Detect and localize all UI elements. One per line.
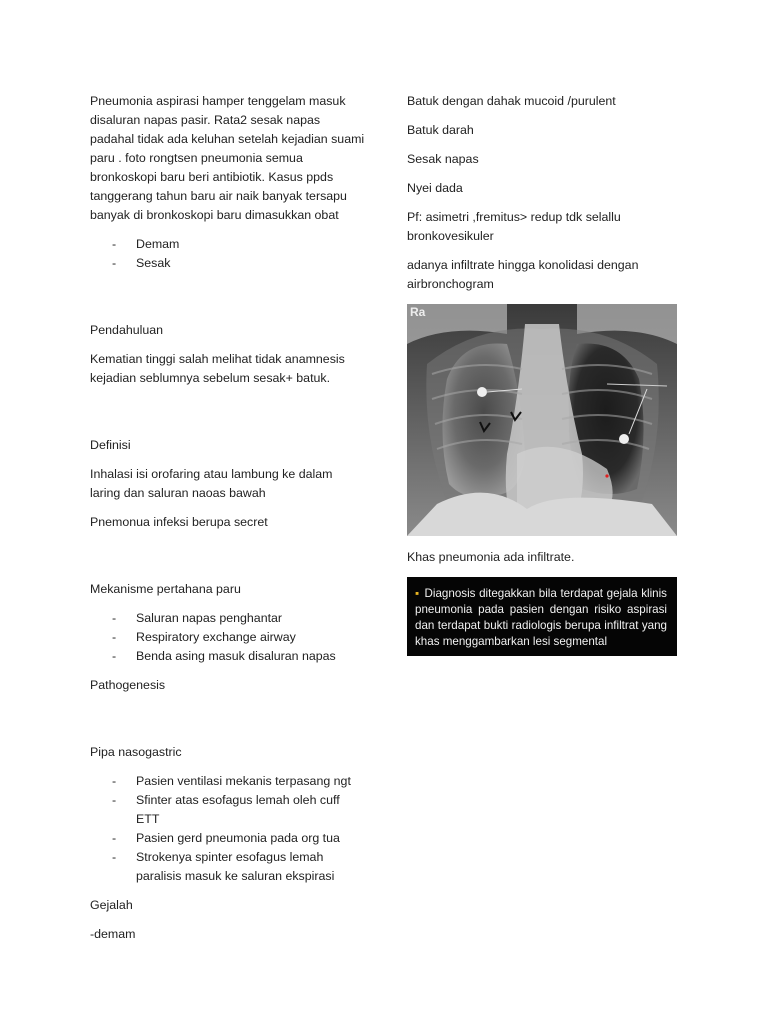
intro-paragraph: Pneumonia aspirasi hamper tenggelam masuk disaluran napas pasir. Rata2 sesak napas padahal tidak ada keluhan setelah kejadian suami paru . foto rongtsen pneumonia semua bronkoskopi baru beri antibiotik. Kasus ppds tanggerang tahun baru air naik banyak tersapu banyak di bronkoskopi baru dimasukkan obat (90, 94, 365, 222)
list-item: - Strokenya spinter esofagus lemah paralisis masuk ke saluran ekspirasi (90, 848, 365, 886)
list-item: - Saluran napas penghantar (90, 609, 365, 628)
clinical-line: Batuk dengan dahak mucoid /purulent (407, 94, 616, 108)
clinical-line: Batuk darah (407, 123, 474, 137)
gejalah-heading: Gejalah (90, 898, 133, 912)
definisi-text-2: Pnemonua infeksi berupa secret (90, 515, 268, 529)
list-item: - Respiratory exchange airway (90, 628, 365, 647)
right-column (407, 92, 679, 656)
chest-xray-image (407, 304, 677, 536)
list-item: - Demam (90, 235, 365, 254)
list-item: - Pasien ventilasi mekanis terpasang ngt (90, 772, 365, 791)
left-column (90, 92, 365, 954)
pendahuluan-heading: Pendahuluan (90, 323, 164, 337)
diagnosis-box (407, 577, 677, 656)
clinical-line: Pf: asimetri ,fremitus> redup tdk selallu bronkovesikuler (407, 210, 621, 243)
definisi-heading: Definisi (90, 438, 131, 452)
mekanisme-heading: Mekanisme pertahana paru (90, 582, 241, 596)
pendahuluan-text: Kematian tinggi salah melihat tidak anamnesis kejadian seblumnya sebelum sesak+ batuk. (90, 352, 345, 385)
mekanisme-list (90, 609, 365, 666)
list-item: - Sesak (90, 254, 365, 273)
clinical-line: adanya infiltrate hingga konolidasi dengan airbronchogram (407, 258, 639, 291)
clinical-line: Nyei dada (407, 181, 463, 195)
pipa-heading: Pipa nasogastric (90, 745, 182, 759)
gejalah-text: -demam (90, 927, 136, 941)
list-item: - Sfinter atas esofagus lemah oleh cuff ETT (90, 791, 365, 829)
bullet-icon: ▪ (415, 587, 420, 600)
pipa-list (90, 772, 365, 886)
list-item: - Pasien gerd pneumonia pada org tua (90, 829, 365, 848)
diagnosis-text: Diagnosis ditegakkan bila terdapat gejala klinis pneumonia pada pasien dengan risiko aspirasi dan terdapat bukti radiologis berupa infiltrat yang khas menggambarkan lesi segmental (415, 587, 667, 648)
pathogenesis-heading: Pathogenesis (90, 678, 166, 692)
definisi-text-1: Inhalasi isi orofaring atau lambung ke dalam laring dan saluran naoas bawah (90, 467, 333, 500)
symptom-list (90, 235, 365, 273)
clinical-line: Sesak napas (407, 152, 479, 166)
xray-caption: Khas pneumonia ada infiltrate. (407, 550, 575, 564)
xray-marker-label: Ra (410, 305, 426, 319)
list-item: - Benda asing masuk disaluran napas (90, 647, 365, 666)
